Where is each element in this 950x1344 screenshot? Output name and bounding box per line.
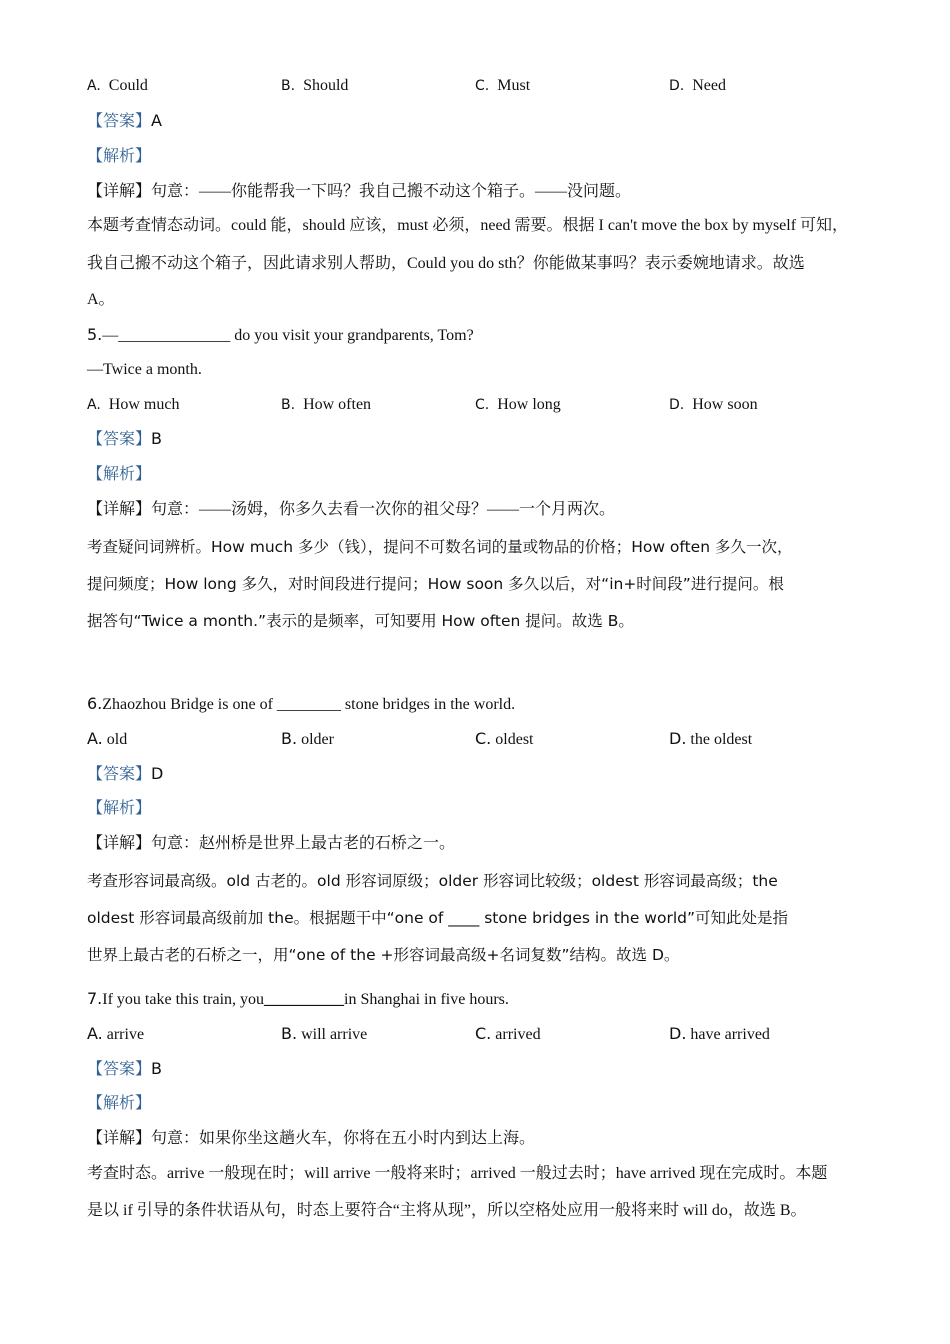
q6-answer — [87, 764, 163, 785]
q4-analysis-tag: 【解析】 — [87, 148, 152, 165]
q7-detail-text: 句意：如果你坐这趟火车，你将在五小时内到达上海。 — [151, 1130, 536, 1147]
q6-stem-text: Zhaozhou Bridge is one of ________ stone bridges in the world. — [102, 696, 516, 713]
q6-answer-value: D — [151, 764, 164, 783]
q6-analysis-tag: 【解析】 — [87, 800, 152, 817]
q5-option-b-text: How often — [303, 396, 372, 413]
q5-stem-text: —______________ do you visit your grandparents, Tom? — [102, 327, 474, 344]
q7-option-d-text: have arrived — [690, 1026, 770, 1043]
q4-detail-tag: 【详解】 — [87, 183, 152, 200]
q7-option-a-letter: A. — [87, 1024, 103, 1043]
q4-option-d-letter: D. — [669, 78, 685, 94]
q4-explanation-line-2: 我自己搬不动这个箱子，因此请求别人帮助，Could you do sth？你能做某事吗？表示委婉地请求。故选 — [87, 255, 805, 272]
q7-option-a-text: arrive — [106, 1026, 145, 1043]
q5-option-b-letter: B. — [281, 397, 296, 413]
q7-option-b — [281, 1024, 367, 1045]
q6-detail-tag: 【详解】 — [87, 835, 152, 852]
q6-explanation-line-3: 世界上最古老的石桥之一，用“one of the +形容词最高级+名词复数”结构。故选 D。 — [87, 946, 680, 964]
q4-answer-tag: 【答案】 — [87, 113, 152, 130]
q7-option-d — [669, 1024, 770, 1045]
q7-stem — [87, 989, 509, 1010]
q6-option-a-text: old — [106, 731, 128, 748]
q4-answer — [87, 111, 162, 132]
q5-option-a-text: How much — [108, 396, 180, 413]
q6-stem — [87, 694, 515, 715]
q7-answer — [87, 1059, 162, 1080]
q5-explanation-line-3: 据答句“Twice a month.”表示的是频率，可知要用 How often 提问。故选 B。 — [87, 612, 634, 630]
q5-option-d-text: How soon — [692, 396, 758, 413]
q4-detail-text: 句意：——你能帮我一下吗？我自己搬不动这个箱子。——没问题。 — [151, 183, 632, 200]
q6-option-d — [669, 729, 752, 750]
q6-option-b-letter: B. — [281, 729, 298, 748]
q7-detail-tag: 【详解】 — [87, 1130, 152, 1147]
q6-option-a-letter: A. — [87, 729, 103, 748]
q7-stem-before: If you take this train, you — [102, 991, 265, 1008]
q4-option-c-letter: C. — [475, 78, 490, 94]
q5-option-b — [281, 395, 371, 415]
q6-detail-text: 句意：赵州桥是世界上最古老的石桥之一。 — [151, 835, 456, 852]
q7-option-c-text: arrived — [495, 1026, 541, 1043]
q7-answer-tag: 【答案】 — [87, 1061, 152, 1078]
q4-option-b-letter: B. — [281, 78, 296, 94]
q6-option-c — [475, 729, 533, 750]
q5-explanation-line-2: 提问频度；How long 多久，对时间段进行提问；How soon 多久以后，对“in+时间段”进行提问。根 — [87, 575, 784, 593]
q4-option-d-text: Need — [692, 77, 726, 94]
q6-option-b-text: older — [301, 731, 334, 748]
q7-option-b-letter: B. — [281, 1024, 298, 1043]
q4-answer-value: A — [151, 111, 162, 130]
q5-answer — [87, 429, 162, 450]
q7-analysis-tag: 【解析】 — [87, 1095, 152, 1112]
q4-option-b — [281, 76, 348, 96]
q5-answer-tag: 【答案】 — [87, 431, 152, 448]
q5-detail-tag: 【详解】 — [87, 501, 152, 518]
q6-number: 6. — [87, 694, 103, 713]
q6-option-d-text: the oldest — [690, 731, 753, 748]
q6-option-a — [87, 729, 127, 750]
q5-option-a-letter: A. — [87, 397, 101, 413]
q7-option-a — [87, 1024, 144, 1045]
q4-explanation-line-1: 本题考查情态动词。could 能，should 应该，must 必须，need 需要。根据 I can't move the box by myself 可知， — [87, 217, 849, 234]
q7-stem-after: in Shanghai in five hours. — [344, 991, 509, 1008]
q4-explanation-line-3: A。 — [87, 291, 115, 308]
q5-answer-value: B — [151, 429, 162, 448]
q7-stem-blank: __________ — [264, 991, 345, 1008]
q6-option-c-letter: C. — [475, 729, 492, 748]
q5-explanation-line-1: 考查疑问词辨析。How much 多少（钱），提问不可数名词的量或物品的价格；How often 多久一次， — [87, 538, 793, 556]
q6-answer-tag: 【答案】 — [87, 766, 152, 783]
q5-option-a — [87, 395, 179, 415]
q7-option-d-letter: D. — [669, 1024, 687, 1043]
q7-option-b-text: will arrive — [301, 1026, 368, 1043]
q4-option-b-text: Should — [303, 77, 349, 94]
q6-option-c-text: oldest — [495, 731, 534, 748]
q6-detail — [87, 834, 455, 854]
q5-reply: —Twice a month. — [87, 361, 202, 378]
q5-option-c-letter: C. — [475, 397, 490, 413]
q6-explanation-line-1: 考查形容词最高级。old 古老的。old 形容词原级；older 形容词比较级；oldest 形容词最高级；the — [87, 872, 778, 890]
q5-number: 5. — [87, 325, 103, 344]
q7-number: 7. — [87, 989, 103, 1008]
q4-option-a-text: Could — [108, 77, 148, 94]
q6-explanation-line-2: oldest 形容词最高级前加 the。根据题干中“one of ____ stone bridges in the world”可知此处是指 — [87, 909, 788, 927]
q4-option-a-letter: A. — [87, 78, 101, 94]
q5-analysis-tag: 【解析】 — [87, 466, 152, 483]
q5-option-d-letter: D. — [669, 397, 685, 413]
q4-option-c-text: Must — [497, 77, 531, 94]
q7-explanation-line-1: 考查时态。arrive 一般现在时；will arrive 一般将来时；arrived 一般过去时；have arrived 现在完成时。本题 — [87, 1165, 828, 1182]
q5-option-c-text: How long — [497, 396, 561, 413]
q4-option-c — [475, 76, 530, 96]
q5-stem — [87, 325, 474, 346]
q5-option-c — [475, 395, 561, 415]
q7-detail — [87, 1129, 535, 1149]
q7-answer-value: B — [151, 1059, 162, 1078]
q4-option-d — [669, 76, 726, 96]
q7-option-c-letter: C. — [475, 1024, 492, 1043]
q7-explanation-line-2: 是以 if 引导的条件状语从句，时态上要符合“主将从现”，所以空格处应用一般将来时 will do，故选 B。 — [87, 1202, 807, 1219]
q4-detail — [87, 182, 631, 202]
q7-option-c — [475, 1024, 541, 1045]
q4-option-a — [87, 76, 148, 96]
q6-option-d-letter: D. — [669, 729, 687, 748]
q6-option-b — [281, 729, 334, 750]
q5-option-d — [669, 395, 758, 415]
q5-detail-text: 句意：——汤姆，你多久去看一次你的祖父母？——一个月两次。 — [151, 501, 616, 518]
q5-detail — [87, 500, 615, 520]
